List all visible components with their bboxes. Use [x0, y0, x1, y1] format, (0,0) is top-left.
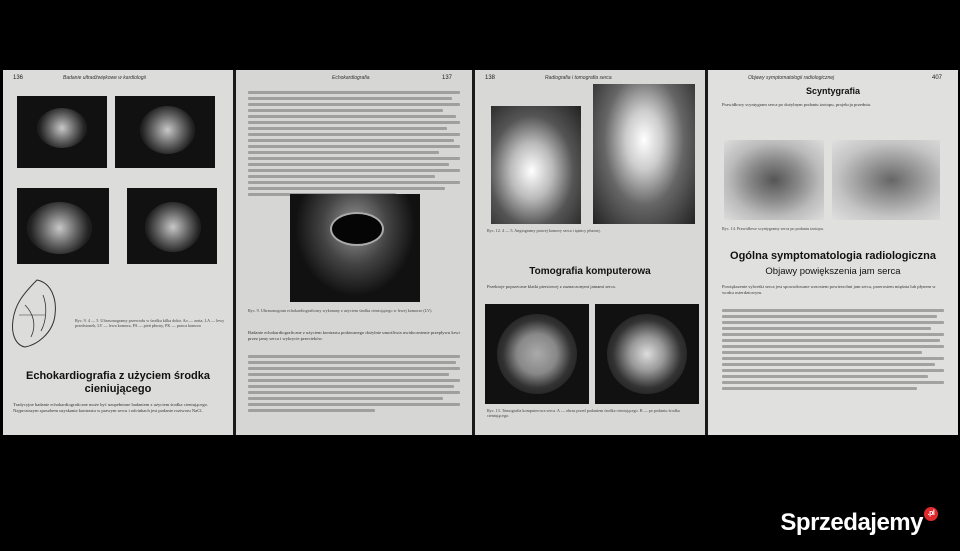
angiogram-2 — [593, 84, 695, 224]
body-text: Powiększenie sylwetki serca jest spowodowane wzrostem powierzchni jam serca, przerostem mięśnia lub płynem w worku osierdziowym. — [722, 284, 936, 295]
text-block — [722, 306, 944, 393]
watermark-tld-badge: .pl — [924, 507, 938, 521]
echo-image-1 — [17, 96, 107, 168]
chapter-heading: Ogólna symptomatologia radiologiczna — [730, 250, 936, 262]
text-block-bottom — [248, 352, 460, 415]
page-number: 137 — [442, 75, 453, 81]
book-page-138 — [475, 70, 705, 435]
running-header: Radiografia i tomografia serca — [545, 75, 612, 81]
text-block-top — [248, 88, 460, 199]
angiogram-1 — [491, 106, 581, 224]
page-number: 138 — [485, 75, 496, 81]
figure-caption: Ryc. 9. Ultrasonogram echokardiograficzny wykonany z użyciem środka cieniującego w lewej komorze (LV). — [248, 308, 433, 313]
section-heading: Echokardiografia z użyciem środka cieniującego — [25, 370, 210, 395]
watermark-brand: Sprzedajemy — [780, 509, 923, 536]
section-heading: Tomografia komputerowa — [529, 266, 651, 277]
heart-diagram — [7, 275, 67, 355]
figure-caption-bottom: Ryc. 13. Tomografia komputerowa serca. A — obraz przed podaniem środka cieniującego. B — po podaniu środka cieniującego. — [487, 408, 680, 419]
figure-caption: Ryc. 14. Prawidłowe scyntygramy serca po podaniu izotopu. — [722, 226, 824, 231]
echo-image-4 — [127, 188, 217, 264]
book-page-137 — [236, 70, 472, 435]
running-header: Objawy symptomatologii radiologicznej — [748, 75, 835, 81]
intro-text: Przekroje poprzeczne klatki piersiowej z zaznaczonymi jamami serca. — [487, 284, 616, 289]
sprzedajemy-watermark — [780, 509, 938, 537]
body-text: Tradycyjne badanie echokardiograficzne może być uzupełnione badaniem z użyciem środka cieniującego. Najprostszym sposobem uzyskania kontrastu w prawym sercu i odcinkach jest podanie roztworu NaCl. — [13, 402, 209, 413]
echo-image-3 — [17, 188, 109, 264]
subheading: Objawy powiększenia jam serca — [765, 266, 901, 277]
ct-scan-2 — [595, 304, 699, 404]
echo-image-2 — [115, 96, 215, 168]
echo-image-contrast — [290, 194, 420, 302]
section-heading-scint: Scyntygrafia — [805, 86, 861, 96]
body-text: Badanie echokardiograficzne z użyciem kontrastu podawanego dożylnie umożliwia uwidocznienie przepływu krwi przez jamy serca i wykrycie przecieków. — [248, 330, 460, 341]
page-number: 136 — [13, 75, 24, 81]
page-number: 407 — [932, 75, 943, 81]
scint-text: Prawidłowy scyntygram serca po dożylnym podaniu izotopu, projekcja przednia. — [722, 102, 872, 107]
book-page-407 — [708, 70, 958, 435]
scintigram-1 — [724, 140, 824, 220]
scintigram-2 — [832, 140, 940, 220]
book-page-136 — [3, 70, 233, 435]
figure-caption: Ryc. 9. 4 — 5. Ultrasonogramy przewodu w środku kilka doktr. Ao — aorta, LA — lewy przedsionek, LV — lewa komora, PA — pień płucny, PK — prawa komora — [75, 318, 225, 329]
running-header: Echokardiografia — [332, 75, 370, 81]
figure-caption-top: Ryc. 12. 4 — 5. Angiogramy prawej komory serca i tętnicy płucnej. — [487, 228, 601, 233]
running-header: Badanie ultradźwiękowe w kardiologii — [63, 75, 146, 81]
ct-scan-1 — [485, 304, 589, 404]
